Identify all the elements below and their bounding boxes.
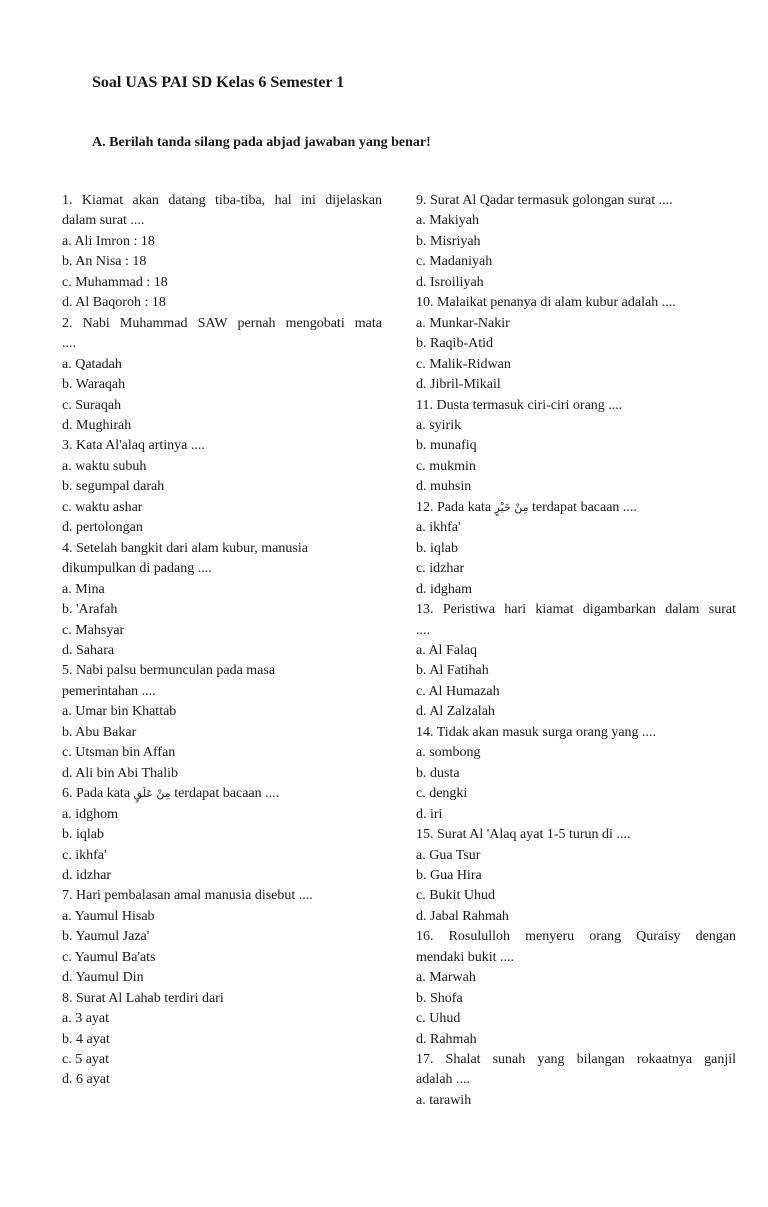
answer-option: a. ikhfa' [416, 520, 461, 536]
answer-option: c. Suraqah [62, 397, 122, 413]
question-line: dikumpulkan di padang .... [62, 561, 212, 577]
answer-option: a. Makiyah [416, 213, 479, 229]
answer-option: d. Al Baqoroh : 18 [62, 295, 166, 311]
answer-option: b. iqlab [62, 827, 104, 843]
question-line: 8. Surat Al Lahab terdiri dari [62, 990, 224, 1006]
answer-option: c. mukmin [416, 458, 476, 474]
answer-option: b. dusta [416, 765, 460, 781]
answer-option: c. idzhar [416, 561, 465, 577]
answer-option: a. Marwah [416, 970, 476, 986]
question-line: 11. Dusta termasuk ciri-ciri orang .... [416, 397, 623, 413]
question-line: 5. Nabi palsu bermunculan pada masa [62, 663, 276, 679]
answer-option: c. Utsman bin Affan [62, 745, 176, 761]
answer-option: b. 'Arafah [62, 602, 118, 618]
answer-option: d. iri [416, 806, 443, 822]
answer-option: a. idghom [62, 806, 118, 822]
answer-option: c. Malik-Ridwan [416, 356, 511, 372]
arabic-word: مِنْ خَيْرٍ [494, 500, 529, 514]
answer-option: c. 5 ayat [62, 1052, 110, 1068]
question-line: dalam surat .... [62, 213, 145, 229]
answer-option: c. dengki [416, 786, 468, 802]
answer-option: a. Al Falaq [416, 642, 478, 658]
question-line: pemerintahan .... [62, 683, 156, 699]
answer-option: a. 3 ayat [62, 1011, 110, 1027]
question-line: 1. Kiamat akan datang tiba-tiba, hal ini dijelaskan [62, 193, 382, 208]
answer-option: d. Mughirah [62, 417, 132, 433]
answer-option: a. tarawih [416, 1092, 472, 1108]
answer-option: d. pertolongan [62, 520, 143, 536]
answer-option: b. Raqib-Atid [416, 336, 493, 352]
question-line: 12. Pada kata مِنْ خَيْرٍ terdapat bacaan .... [416, 499, 637, 515]
question-line: 7. Hari pembalasan amal manusia disebut .... [62, 888, 313, 904]
answer-option: c. Madaniyah [416, 254, 493, 270]
answer-option: d. muhsin [416, 479, 472, 495]
answer-option: d. Yaumul Din [62, 970, 144, 986]
answer-option: d. Isroiliyah [416, 274, 484, 290]
answer-option: b. munafiq [416, 438, 477, 454]
question-line: 15. Surat Al 'Alaq ayat 1-5 turun di .... [416, 827, 631, 843]
question-line: 3. Kata Al'alaq artinya .... [62, 438, 205, 454]
answer-option: d. Al Zalzalah [416, 704, 495, 720]
left-question-column [62, 191, 382, 1091]
answer-option: a. Mina [62, 581, 105, 597]
answer-option: d. Jabal Rahmah [416, 908, 509, 924]
answer-option: b. An Nisa : 18 [62, 254, 147, 270]
answer-option: b. 4 ayat [62, 1031, 110, 1047]
question-line: 6. Pada kata مِنْ عَلَقٍ terdapat bacaan .... [62, 786, 280, 802]
document-title: Soal UAS PAI SD Kelas 6 Semester 1 [92, 74, 345, 91]
answer-option: b. Abu Bakar [62, 724, 137, 740]
question-line: mendaki bukit .... [416, 949, 514, 965]
answer-option: d. 6 ayat [62, 1072, 110, 1088]
question-line: 16. Rosululloh menyeru orang Quraisy dengan [416, 929, 736, 945]
answer-option: c. Muhammad : 18 [62, 274, 168, 290]
answer-option: b. Misriyah [416, 233, 481, 249]
question-line: .... [62, 336, 76, 352]
question-line: 14. Tidak akan masuk surga orang yang .... [416, 724, 657, 740]
answer-option: c. Uhud [416, 1011, 461, 1027]
question-line: 4. Setelah bangkit dari alam kubur, manusia [62, 540, 308, 556]
answer-option: d. idgham [416, 581, 472, 597]
section-instruction: A. Berilah tanda silang pada abjad jawaban yang benar! [92, 135, 431, 150]
answer-option: a. Ali Imron : 18 [62, 233, 155, 249]
answer-option: b. Al Fatihah [416, 663, 489, 679]
answer-option: a. Yaumul Hisab [62, 908, 155, 924]
answer-option: c. Bukit Uhud [416, 888, 495, 904]
answer-option: a. sombong [416, 745, 481, 761]
answer-option: b. Shofa [416, 990, 463, 1006]
answer-option: b. Waraqah [62, 377, 126, 393]
answer-option: d. Rahmah [416, 1031, 477, 1047]
answer-option: a. Umar bin Khattab [62, 704, 177, 720]
answer-option: a. Gua Tsur [416, 847, 481, 863]
answer-option: a. syirik [416, 417, 462, 433]
answer-option: c. waktu ashar [62, 499, 143, 515]
answer-option: a. Munkar-Nakir [416, 315, 510, 331]
question-line: 9. Surat Al Qadar termasuk golongan surat .... [416, 193, 673, 208]
answer-option: d. idzhar [62, 867, 111, 883]
arabic-word: مِنْ عَلَقٍ [133, 787, 171, 801]
answer-option: b. Gua Hira [416, 867, 482, 883]
answer-option: c. Yaumul Ba'ats [62, 949, 156, 965]
answer-option: b. segumpal darah [62, 479, 165, 495]
answer-option: a. waktu subuh [62, 458, 147, 474]
answer-option: d. Ali bin Abi Thalib [62, 765, 179, 781]
answer-option: b. Yaumul Jaza' [62, 929, 150, 945]
question-line: adalah .... [416, 1072, 471, 1088]
right-question-column [416, 191, 736, 1111]
question-line: .... [416, 622, 430, 638]
answer-option: d. Sahara [62, 642, 115, 658]
question-line: 13. Peristiwa hari kiamat digambarkan dalam surat [416, 602, 736, 618]
question-line: 2. Nabi Muhammad SAW pernah mengobati mata [62, 315, 382, 331]
answer-option: c. ikhfa' [62, 847, 107, 863]
answer-option: c. Al Humazah [416, 683, 500, 699]
answer-option: a. Qatadah [62, 356, 122, 372]
answer-option: d. Jibril-Mikail [416, 377, 501, 393]
question-line: 17. Shalat sunah yang bilangan rokaatnya ganjil [416, 1052, 736, 1068]
question-line: 10. Malaikat penanya di alam kubur adalah .... [416, 295, 676, 311]
answer-option: b. iqlab [416, 540, 458, 556]
answer-option: c. Mahsyar [62, 622, 125, 638]
